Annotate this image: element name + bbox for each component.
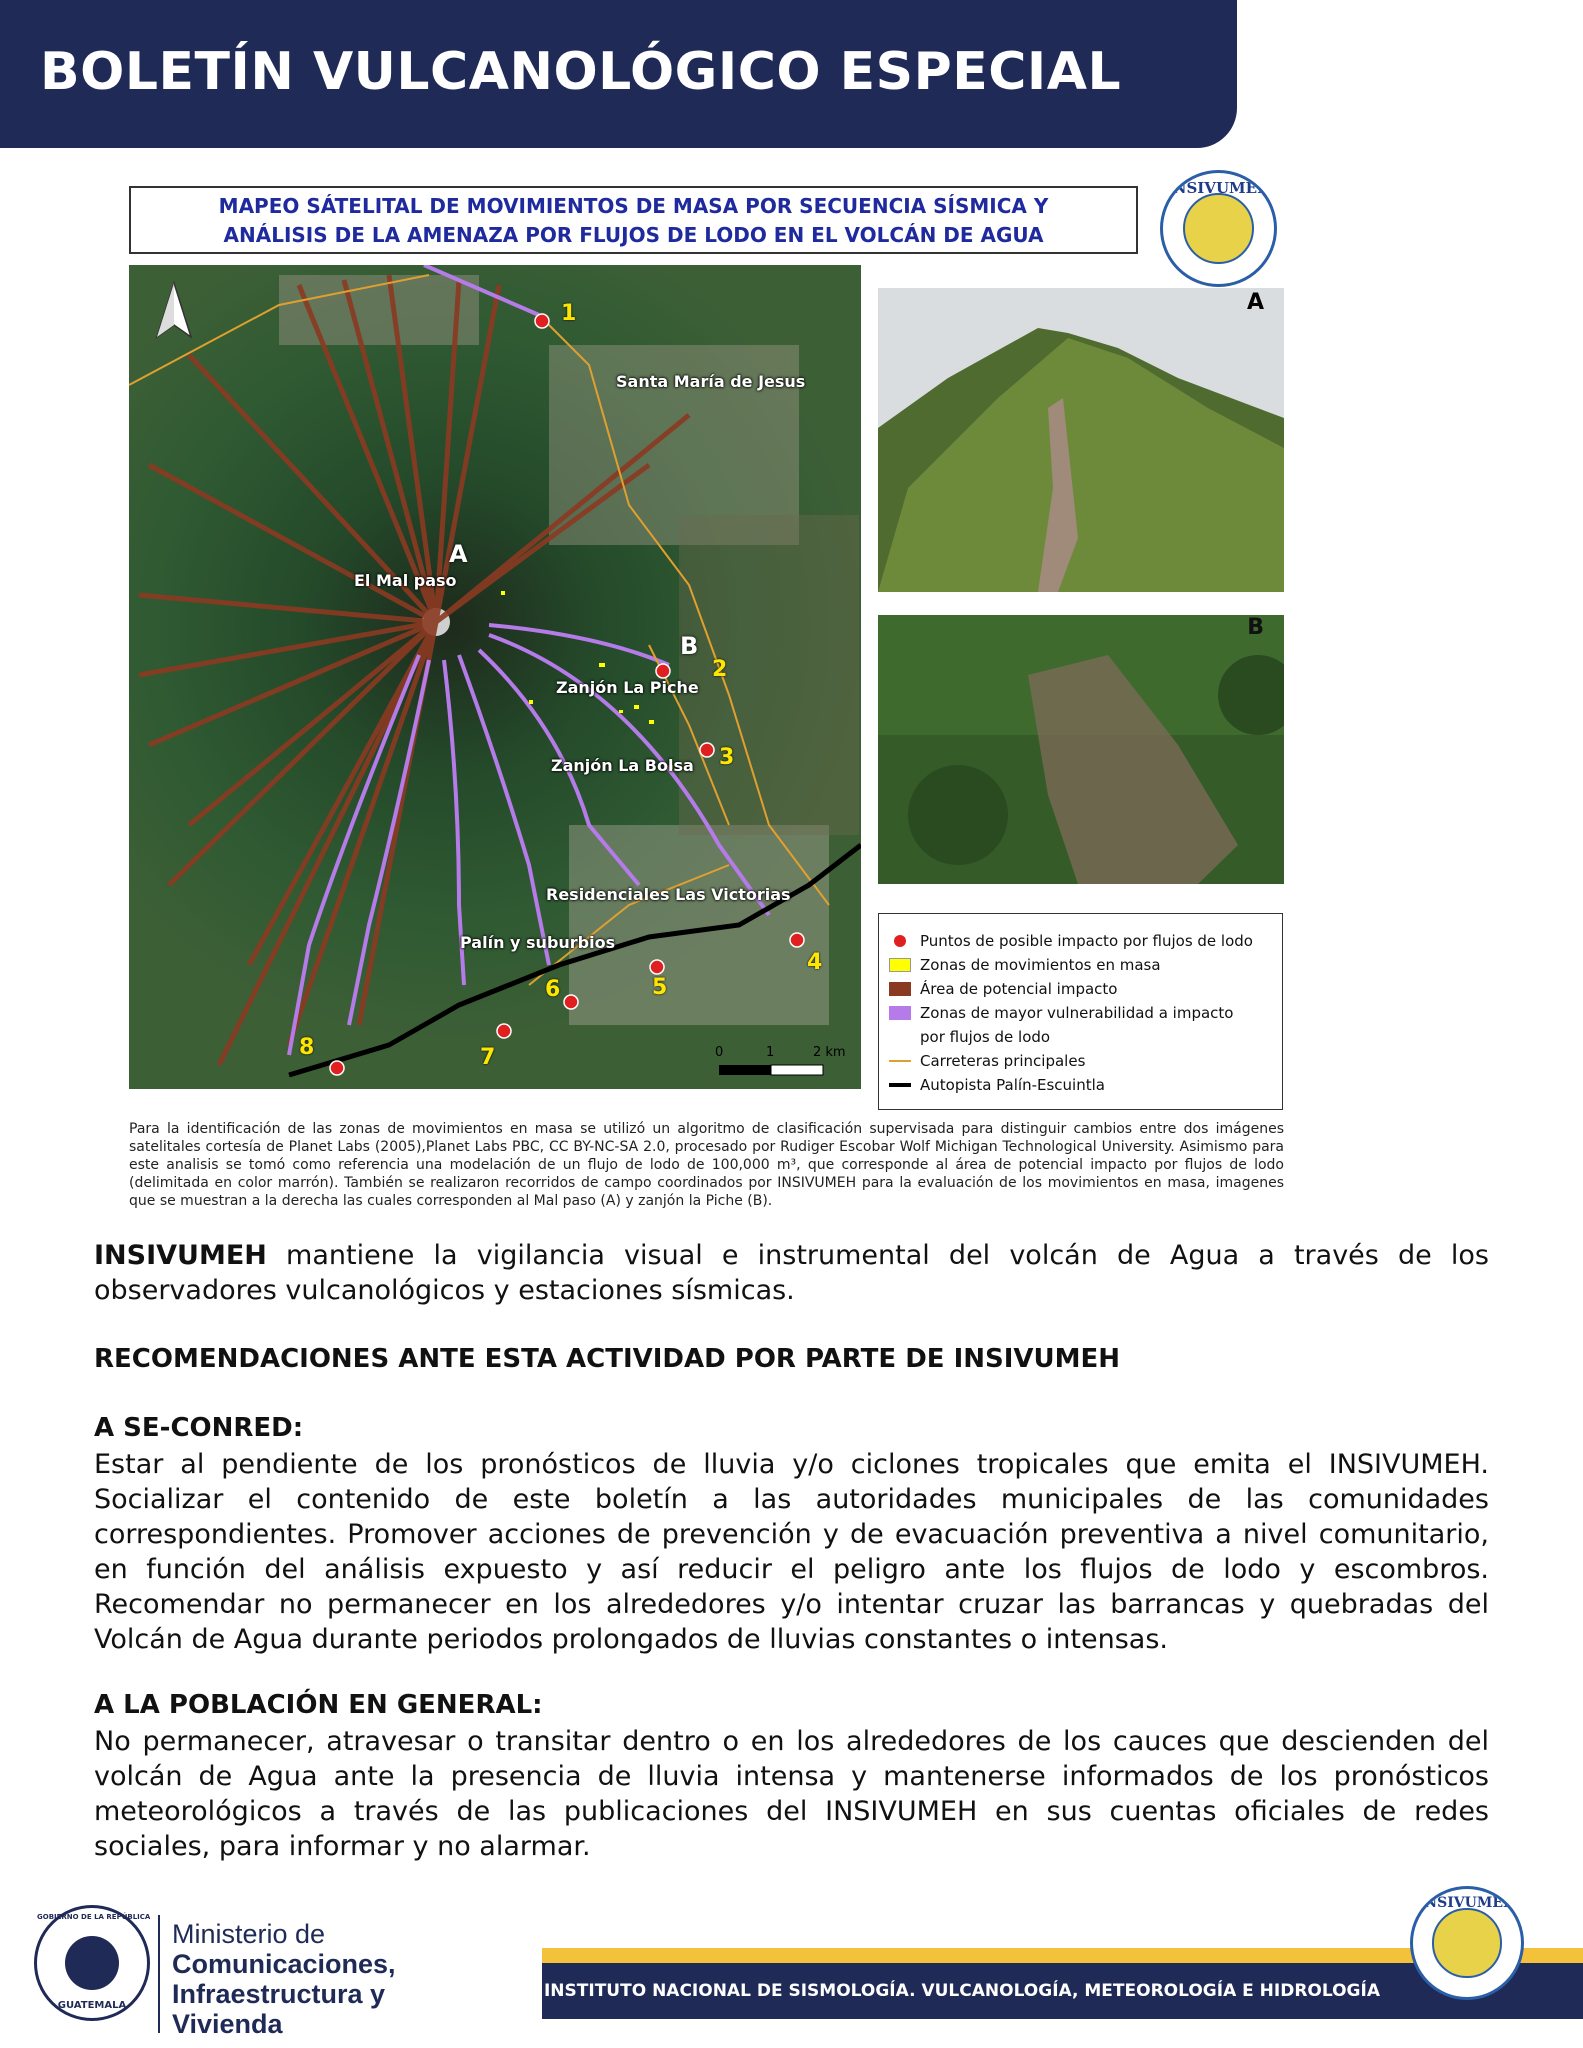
map-point-label-6: 6 — [545, 977, 561, 1002]
legend-item-highway — [889, 1076, 1105, 1094]
farmland-area — [679, 515, 859, 835]
impact-point-1 — [535, 314, 549, 328]
map-point-label-7: 7 — [480, 1045, 496, 1070]
legend-label: Autopista Palín-Escuintla — [920, 1076, 1105, 1094]
legend-item-mass-movement — [889, 956, 1161, 974]
population-paragraph: No permanecer, atravesar o transitar dentro o en los alrededores de los cauces que descienden del volcán de Agua ante la presencia de lluvia intensa y mantenerse informados de los pronósticos meteorológicos a través de las publicaciones del INSIVUMEH en sus cuentas oficiales de redes sociales, para informar y no alarmar. — [94, 1726, 1489, 1862]
map-point-label-5: 5 — [652, 975, 668, 1000]
legend-brown-swatch-icon — [889, 982, 911, 996]
legend-purple-swatch-icon — [889, 1006, 911, 1020]
legend-item-vulnerability — [889, 1004, 1233, 1022]
map-point-label-4: 4 — [807, 950, 823, 975]
seal-bottom-text: GUATEMALA — [57, 2000, 127, 2011]
intro-bold: INSIVUMEH — [94, 1240, 267, 1271]
map-title-line-2: ANÁLISIS DE LA AMENAZA POR FLUJOS DE LODO EN EL VOLCÁN DE AGUA — [223, 223, 1044, 247]
scale-label-2km: 2 km — [813, 1045, 846, 1060]
insivumeh-footer-logo — [1410, 1886, 1524, 2000]
map-title-line-1: MAPEO SÁTELITAL DE MOVIMIENTOS DE MASA POR SECUENCIA SÍSMICA Y — [218, 194, 1049, 218]
recommendations-heading: RECOMENDACIONES ANTE ESTA ACTIVIDAD POR PARTE DE INSIVUMEH — [94, 1344, 1121, 1374]
intro-paragraph — [94, 1238, 1489, 1308]
satellite-map — [129, 265, 861, 1089]
impact-point-8 — [330, 1061, 344, 1075]
legend-item-vulnerability-cont — [920, 1028, 1050, 1046]
legend-label: Puntos de posible impacto por flujos de lodo — [920, 932, 1253, 950]
legend-item-potential-impact — [889, 980, 1117, 998]
coat-of-arms-icon — [65, 1936, 119, 1990]
legend-black-line-icon — [889, 1078, 911, 1092]
insivumeh-map-emblem — [1432, 1908, 1501, 1977]
footer-institute-name: INSTITUTO NACIONAL DE SISMOLOGÍA. VULCANOLOGÍA, METEOROLOGÍA E HIDROLOGÍA — [543, 1981, 1380, 2001]
map-point-label-8: 8 — [299, 1035, 315, 1060]
map-site-letter-a: A — [449, 540, 468, 568]
photo-b-graphic — [878, 615, 1284, 884]
conred-heading: A SE-CONRED: — [94, 1413, 304, 1443]
conred-paragraph: Estar al pendiente de los pronósticos de lluvia y/o ciclones tropicales que emita el INSIVUMEH. Socializar el contenido de este boletín a las autoridades municipales de las comunidades correspondientes. Promover acciones de prevención y de evacuación preventiva a nivel comunitario, en función del análisis expuesto y así reducir el peligro ante los flujos de lodo y escombros. Recomendar no permanecer en los alrededores y/o intentar cruzar las barrancas y quebradas del Volcán de Agua durante periodos prolongados de lluvias constantes o intensas. — [94, 1449, 1489, 1655]
map-point-label-3: 3 — [719, 745, 735, 770]
photo-a-graphic — [878, 288, 1284, 592]
map-label-residenciales: Residenciales Las Victorias — [546, 885, 791, 904]
guatemala-seal — [34, 1905, 150, 2021]
impact-point-7 — [497, 1024, 511, 1038]
legend-item-impact-points — [889, 932, 1253, 950]
map-title-box — [129, 186, 1138, 254]
seal-top-text: GOBIERNO DE LA REPÚBLICA — [37, 1913, 151, 1921]
scale-label-1: 1 — [766, 1045, 775, 1060]
ministry-name-line-4: Vivienda — [172, 2009, 283, 2039]
map-label-zanjon-bolsa: Zanjón La Bolsa — [551, 756, 694, 775]
map-label-el-mal-paso: El Mal paso — [354, 571, 457, 590]
insivumeh-map-emblem — [1183, 193, 1254, 264]
legend-label: Zonas de movimientos en masa — [920, 956, 1161, 974]
ministry-divider — [158, 1915, 160, 2033]
ministry-name-line-1: Ministerio de — [172, 1919, 326, 1949]
insivumeh-logo — [1160, 170, 1277, 287]
legend-label: por flujos de lodo — [920, 1028, 1051, 1046]
ministry-name-line-3: Infraestructura y — [172, 1979, 386, 2009]
map-point-label-2: 2 — [712, 657, 728, 682]
legend-yellow-swatch-icon — [889, 958, 911, 972]
map-site-letter-b: B — [680, 632, 699, 660]
ministry-name-line-2: Comunicaciones, — [172, 1949, 396, 1979]
impact-point-6 — [564, 995, 578, 1009]
impact-point-3 — [700, 743, 714, 757]
impact-point-5 — [650, 960, 664, 974]
photo-b-zanjon-la-piche — [878, 615, 1284, 884]
map-caption: Para la identificación de las zonas de movimientos en masa se utilizó un algoritmo de clasificación supervisada para distinguir cambios entre dos imágenes satelitales cortesía de Planet Labs (2005),Planet Labs PBC, CC BY-NC-SA 2.0, procesado por Rudiger Escobar Wolf Michigan Technological University. Asimismo para este analisis se tomó como referencia una modelación de un flujo de lodo de 100,000 m³, que corresponde al área de potencial impacto por flujos de lodo (delimitada en color marrón). También se realizaron recorridos de campo coordinados por INSIVUMEH para la evaluación de los movimientos en masa, imagenes que se muestran a la derecha las cuales corresponden al Mal paso (A) y zanjón la Piche (B). — [129, 1121, 1284, 1209]
photo-a-el-mal-paso — [878, 288, 1284, 592]
map-label-zanjon-piche: Zanjón La Piche — [556, 678, 699, 697]
impact-point-2 — [656, 664, 670, 678]
photo-a-label: A — [1246, 290, 1264, 315]
map-point-label-1: 1 — [561, 301, 577, 326]
map-label-santa-maria: Santa María de Jesus — [616, 372, 806, 391]
legend-orange-line-icon — [889, 1054, 911, 1068]
scale-label-0: 0 — [715, 1045, 724, 1060]
legend-label: Área de potencial impacto — [920, 980, 1118, 998]
scale-bar — [719, 1065, 823, 1075]
insivumeh-logo-text: INSIVUMEH — [1165, 179, 1272, 197]
legend-label: Zonas de mayor vulnerabilidad a impacto — [920, 1004, 1234, 1022]
map-label-palin: Palín y suburbios — [460, 933, 616, 952]
impact-point-4 — [790, 933, 804, 947]
map-legend — [878, 913, 1283, 1110]
intro-text: mantiene la vigilancia visual e instrumental del volcán de Agua a través de los observadores vulcanológicos y estaciones sísmicas. — [94, 1240, 1489, 1306]
insivumeh-footer-logo-text: INSIVUMEH — [1417, 1895, 1517, 1911]
photo-b-label: B — [1247, 615, 1264, 640]
town-area — [569, 825, 829, 1025]
legend-red-dot-icon — [889, 934, 911, 948]
legend-label: Carreteras principales — [920, 1052, 1086, 1070]
legend-item-roads — [889, 1052, 1085, 1070]
page-title: BOLETÍN VULCANOLÓGICO ESPECIAL — [40, 42, 1122, 102]
population-heading: A LA POBLACIÓN EN GENERAL: — [94, 1690, 543, 1720]
